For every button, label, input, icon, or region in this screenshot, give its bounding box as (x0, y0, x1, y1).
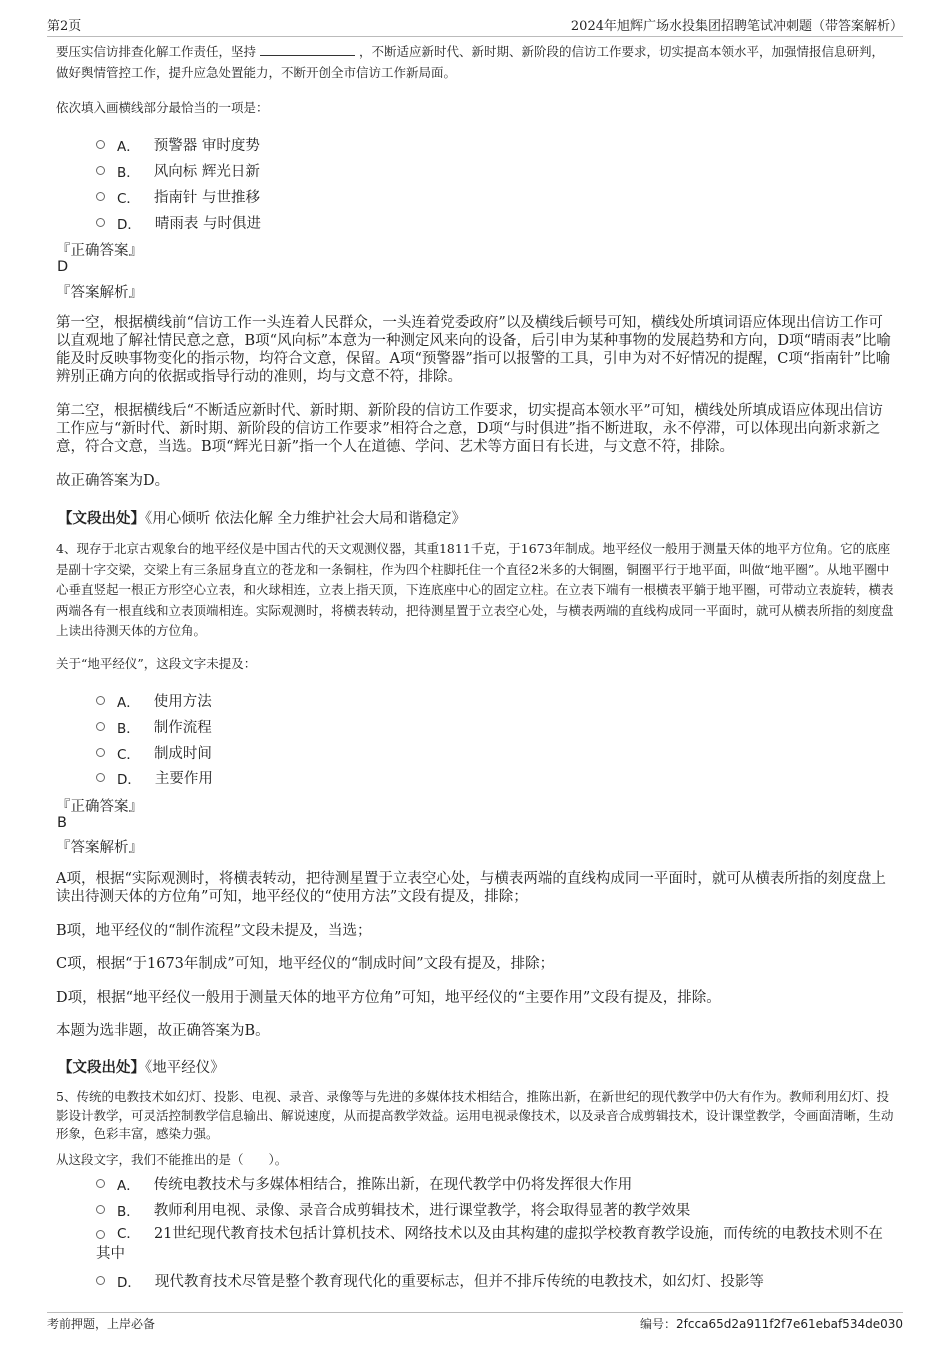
option-text: 使用方法 (153, 694, 212, 710)
q3-answer: D (57, 259, 69, 275)
option-letter: C． (117, 1226, 140, 1242)
q4-analysis-para: A项，根据“实际观测时，将横表转动，把待测星置于立表空心处，与横表两端的直线构成同一平面时，就可从横表所指的刻度盘上读出待测天体的方位角”可知，地平经仪的“使用方法”文段有提及，排除； (56, 871, 886, 905)
radio-icon[interactable] (96, 192, 105, 201)
q3-option-c[interactable] (96, 186, 260, 207)
source-label: 【文段出处】 (58, 1059, 145, 1076)
q3-option-b[interactable] (96, 160, 260, 181)
q4-analysis-para: B项，地平经仪的“制作流程”文段未提及，当选； (56, 923, 372, 939)
option-text: 现代教育技术尽管是整个教育现代化的重要标志，但并不排斥传统的电教技术，如幻灯、投影等 (154, 1274, 764, 1290)
q3-option-a[interactable] (96, 134, 260, 155)
option-letter: D． (117, 216, 141, 233)
option-letter: D． (117, 771, 141, 788)
radio-icon[interactable] (96, 696, 105, 705)
option-text: 制作流程 (153, 720, 212, 736)
radio-icon[interactable] (96, 1230, 105, 1239)
code-value: 2fcca65d2a911f2f7e61ebaf534de030 (676, 1317, 903, 1331)
option-letter: A． (117, 138, 140, 155)
fill-blank (260, 43, 355, 56)
q4-answer: B (57, 815, 67, 831)
q5-stem: 从这段文字，我们不能推出的是（ ）。 (56, 1152, 288, 1167)
option-letter: C． (117, 190, 140, 207)
q4-option-d[interactable] (96, 767, 213, 788)
source-text: 《地平经仪》 (145, 1060, 225, 1076)
q3-passage (56, 42, 894, 83)
option-text: 晴雨表 与时俱进 (154, 216, 262, 232)
q3-option-d[interactable] (96, 212, 261, 233)
q3-analysis-para: 故正确答案为D。 (56, 473, 170, 489)
option-text: 21世纪现代教育技术包括计算机技术、网络技术以及由其构建的虚拟学校教育教学设施，而传统的电教技术则不在其中 (96, 1226, 883, 1262)
q3-analysis-label: 『答案解析』 (56, 285, 143, 301)
radio-icon[interactable] (96, 1276, 105, 1285)
radio-icon[interactable] (96, 773, 105, 782)
q5-passage: 5、传统的电教技术如幻灯、投影、电视、录音、录像等与先进的多媒体技术相结合，推陈出新，在新世纪的现代教学中仍大有作为。教师利用幻灯、投影设计教学，可灵活控制教学信息输出、解说速度，从而提高教学效益。运用电视录像技术，以及录音合成剪辑技术，设计课堂教学，令画面清晰，生动形象，色彩丰富，感染力强。 (56, 1089, 894, 1141)
option-text: 预警器 审时度势 (153, 138, 260, 154)
q4-option-b[interactable] (96, 716, 212, 737)
option-letter: D． (117, 1274, 141, 1291)
q4-analysis-para: D项，根据“地平经仪一般用于测量天体的地平方位角”可知，地平经仪的“主要作用”文段有提及，排除。 (56, 990, 721, 1006)
q3-source (58, 507, 466, 528)
option-text: 主要作用 (154, 771, 213, 787)
radio-icon[interactable] (96, 218, 105, 227)
option-letter: B． (117, 1203, 140, 1220)
q3-passage-after: ，不断适应新时代、新时期、新阶段的信访工作要求，切实提高本领水平，加强情报信息研判，做好舆情管控工作，提升应急处置能力，不断开创全市信访工作新局面。 (56, 44, 885, 80)
document-code (640, 1315, 903, 1335)
q4-answer-label: 『正确答案』 (56, 799, 143, 815)
q4-option-a[interactable] (96, 690, 212, 711)
option-text: 教师利用电视、录像、录音合成剪辑技术，进行课堂教学，将会取得显著的教学效果 (153, 1203, 691, 1219)
q3-analysis-para: 第一空，根据横线前“信访工作一头连着人民群众，一头连着党委政府”以及横线后顿号可知，横线处所填词语应体现出信访工作可以直观地了解社情民意之意，B项“风向标”本意为一种测定风来向的设备，后引申为某种事物的发展趋势和方向，D项“晴雨表”比喻能及时反映事物变化的指示物，均符合文意，保留。A项“预警器”指可以报警的工具，引申为对不好情况的提醒，C项“指南针”比喻辨别正确方向的依据或指导行动的准则，均与文意不符，排除。 (56, 315, 891, 385)
page-footer (47, 1312, 903, 1335)
q3-stem: 依次填入画横线部分最恰当的一项是： (56, 100, 269, 115)
option-text: 风向标 辉光日新 (153, 164, 260, 180)
q5-option-a[interactable] (96, 1173, 632, 1194)
q4-analysis-label: 『答案解析』 (56, 840, 143, 856)
radio-icon[interactable] (96, 166, 105, 175)
q4-option-c[interactable] (96, 742, 212, 763)
footer-slogan: 考前押题，上岸必备 (47, 1317, 156, 1331)
q4-stem: 关于“地平经仪”，这段文字未提及： (56, 656, 257, 671)
radio-icon[interactable] (96, 748, 105, 757)
q4-passage: 4、现存于北京古观象台的地平经仪是中国古代的天文观测仪器，其重1811千克，于1673年制成。地平经仪一般用于测量天体的地平方位角。它的底座是副十字交梁，交梁上有三条屈身直立的苍龙和一条铜柱，作为四个柱脚托住一个直径2米多的大铜圈，铜圈平行于地平面，叫做“地平圈”。从地平圈中心垂直竖起一根正方形空心立表，和火球相连，立表上指天顶，下连底座中心的固定立柱。在立表下端有一根横表平躺于地平圈，可带动立表旋转，横表两端各有一根直线和立表顶端相连。实际观测时，将横表转动，把待测星置于立表空心处，与横表两端的直线构成同一平面时，就可从横表所指的刻度盘上读出待测天体的方位角。 (56, 541, 894, 638)
document-title: 2024年旭辉广场水投集团招聘笔试冲刺题（带答案解析） (570, 19, 903, 34)
radio-icon[interactable] (96, 722, 105, 731)
page-header (47, 12, 903, 37)
option-text: 传统电教技术与多媒体相结合，推陈出新，在现代教学中仍将发挥很大作用 (153, 1177, 633, 1193)
option-letter: A． (117, 1177, 140, 1194)
source-text: 《用心倾听 依法化解 全力维护社会大局和谐稳定》 (145, 511, 466, 527)
page-number: 第2页 (47, 19, 82, 34)
radio-icon[interactable] (96, 1179, 105, 1188)
q4-analysis-para: C项，根据“于1673年制成”可知，地平经仪的“制成时间”文段有提及，排除； (56, 956, 555, 972)
radio-icon[interactable] (96, 1205, 105, 1214)
q3-analysis-para: 第二空，根据横线后“不断适应新时代、新时期、新阶段的信访工作要求，切实提高本领水平”可知，横线处所填成语应体现出信访工作应与“新时代、新时期、新阶段的信访工作要求”相符合之意，D项“与时俱进”指不断进取，永不停滞，可以体现出向新求新之意，符合文意，当选。B项“辉光日新”指一个人在道德、学问、艺术等方面日有长进，与文意不符，排除。 (56, 403, 883, 455)
q4-analysis-para: 本题为选非题，故正确答案为B。 (56, 1023, 270, 1039)
code-label: 编号： (640, 1317, 677, 1331)
q5-option-c[interactable] (96, 1224, 886, 1264)
option-letter: B． (117, 164, 140, 181)
q4-source (58, 1056, 225, 1077)
q3-passage-before: 要压实信访排查化解工作责任，坚持 (56, 44, 257, 59)
option-letter: C． (117, 746, 140, 763)
option-letter: A． (117, 694, 140, 711)
q3-answer-label: 『正确答案』 (56, 243, 143, 259)
radio-icon[interactable] (96, 140, 105, 149)
source-label: 【文段出处】 (58, 510, 145, 527)
q5-option-b[interactable] (96, 1199, 690, 1220)
option-letter: B． (117, 720, 140, 737)
q5-option-d[interactable] (96, 1270, 764, 1291)
option-text: 制成时间 (153, 746, 212, 762)
option-text: 指南针 与世推移 (153, 190, 261, 206)
